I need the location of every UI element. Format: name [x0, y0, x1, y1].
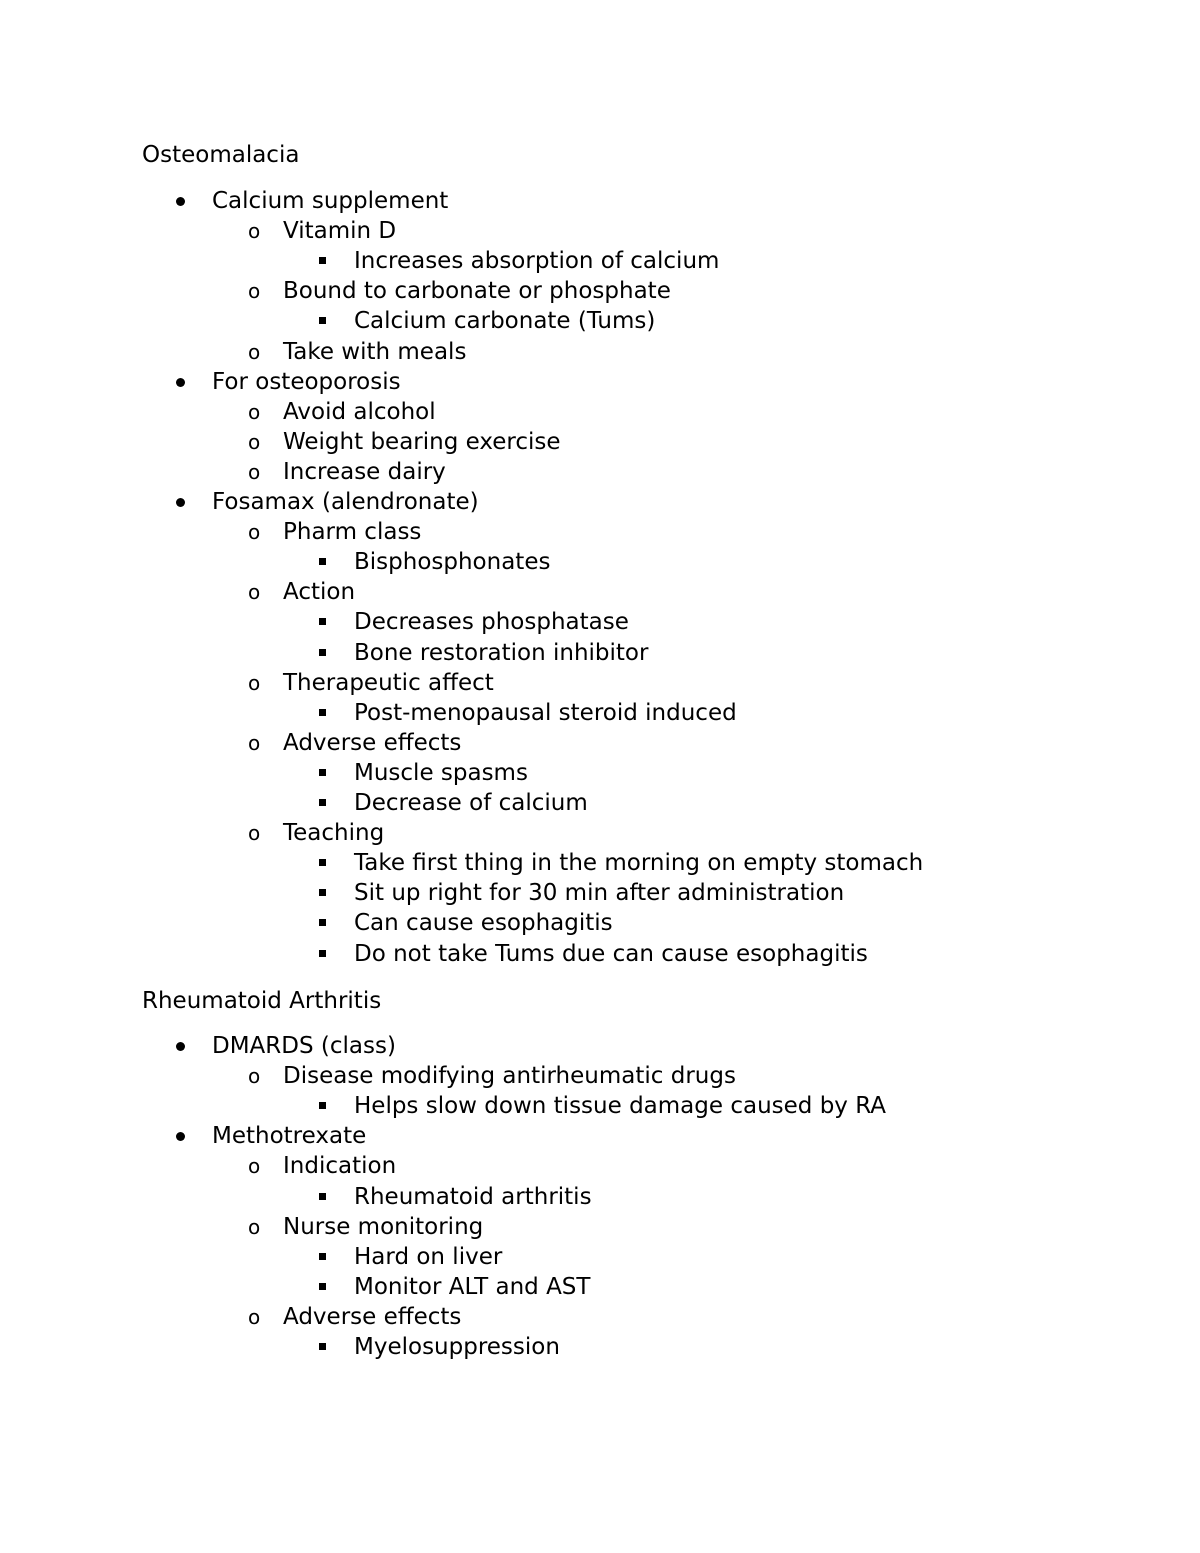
list-item-text: Muscle spasms — [354, 759, 528, 786]
bullet-square-icon — [319, 1283, 326, 1290]
bullet-circle-icon: o — [248, 730, 261, 755]
list-item-level-1 — [0, 488, 1200, 516]
bullet-circle-icon: o — [248, 821, 261, 846]
list-item-text: Nurse monitoring — [283, 1213, 484, 1240]
list-item-text: Action — [283, 579, 356, 606]
bullet-circle-icon: o — [248, 520, 261, 545]
list-item-text: Post-menopausal steroid induced — [354, 699, 737, 726]
list-item-level-3 — [0, 247, 1200, 275]
list-item-text: Monitor ALT and AST — [354, 1273, 591, 1300]
section-heading: Osteomalacia — [142, 142, 300, 168]
list-item-level-3 — [0, 307, 1200, 335]
list-item-text: Helps slow down tissue damage caused by RA — [354, 1093, 886, 1120]
bullet-square-icon — [319, 618, 326, 625]
list-item-level-2 — [0, 729, 1200, 757]
bullet-square-icon — [319, 257, 326, 264]
list-item-level-1 — [0, 1032, 1200, 1060]
list-item-text: Teaching — [283, 820, 385, 847]
section-heading: Rheumatoid Arthritis — [142, 988, 382, 1014]
bullet-disc-icon — [176, 1132, 185, 1141]
bullet-circle-icon: o — [248, 1214, 261, 1239]
list-item-text: Calcium carbonate (Tums) — [354, 308, 656, 335]
bullet-square-icon — [319, 1193, 326, 1200]
list-item-level-2 — [0, 1303, 1200, 1331]
list-item-text: For osteoporosis — [212, 368, 401, 395]
list-item-level-3 — [0, 639, 1200, 667]
bullet-square-icon — [319, 950, 326, 957]
list-item-level-3 — [0, 608, 1200, 636]
bullet-square-icon — [319, 859, 326, 866]
bullet-circle-icon: o — [248, 670, 261, 695]
list-item-text: Bisphosphonates — [354, 549, 551, 576]
bullet-square-icon — [319, 317, 326, 324]
list-item-text: Adverse effects — [283, 729, 462, 756]
bullet-square-icon — [319, 1343, 326, 1350]
list-item-level-2 — [0, 1152, 1200, 1180]
list-item-text: Fosamax (alendronate) — [212, 489, 479, 515]
list-item-level-2 — [0, 518, 1200, 546]
bullet-circle-icon: o — [248, 1304, 261, 1329]
list-item-level-3 — [0, 849, 1200, 877]
list-item-level-2 — [0, 819, 1200, 847]
bullet-square-icon — [319, 919, 326, 926]
bullet-circle-icon: o — [248, 580, 261, 605]
list-item-text: Vitamin D — [283, 218, 397, 245]
list-item-text: Myelosuppression — [354, 1334, 560, 1360]
bullet-disc-icon — [176, 498, 185, 507]
list-item-text: Increases absorption of calcium — [354, 248, 720, 275]
list-item-level-3 — [0, 1092, 1200, 1120]
list-item-level-2 — [0, 458, 1200, 486]
bullet-disc-icon — [176, 197, 185, 206]
list-item-level-3 — [0, 759, 1200, 787]
list-item-text: Avoid alcohol — [283, 398, 436, 425]
list-item-text: Indication — [283, 1153, 397, 1180]
bullet-disc-icon — [176, 1042, 185, 1051]
list-item-text: Take with meals — [283, 338, 467, 365]
list-item-text: Therapeutic affect — [283, 669, 494, 696]
bullet-disc-icon — [176, 378, 185, 387]
list-item-text: Bone restoration inhibitor — [354, 639, 649, 666]
list-item-level-2 — [0, 669, 1200, 697]
list-item-text: Decreases phosphatase — [354, 609, 629, 636]
list-item-level-2 — [0, 428, 1200, 456]
list-item-level-2 — [0, 338, 1200, 366]
list-item-level-3 — [0, 879, 1200, 907]
list-item-level-2 — [0, 1213, 1200, 1241]
list-item-level-2 — [0, 277, 1200, 305]
list-item-text: Hard on liver — [354, 1243, 503, 1270]
list-item-text: Increase dairy — [283, 458, 446, 485]
list-item-text: Pharm class — [283, 519, 422, 546]
bullet-square-icon — [319, 1102, 326, 1109]
bullet-circle-icon: o — [248, 1064, 261, 1089]
bullet-square-icon — [319, 889, 326, 896]
bullet-square-icon — [319, 558, 326, 565]
list-item-text: Can cause esophagitis — [354, 910, 613, 937]
bullet-circle-icon: o — [248, 339, 261, 364]
bullet-square-icon — [319, 769, 326, 776]
list-item-level-2 — [0, 578, 1200, 606]
list-item-text: Disease modifying antirheumatic drugs — [283, 1063, 736, 1090]
list-item-level-3 — [0, 789, 1200, 817]
list-item-level-3 — [0, 548, 1200, 576]
bullet-circle-icon: o — [248, 399, 261, 424]
bullet-circle-icon: o — [248, 219, 261, 244]
list-item-text: DMARDS (class) — [212, 1033, 396, 1059]
list-item-level-1 — [0, 368, 1200, 396]
list-item-text: Decrease of calcium — [354, 790, 588, 816]
list-item-level-3 — [0, 699, 1200, 727]
list-item-text: Adverse effects — [283, 1303, 462, 1330]
list-item-level-3 — [0, 940, 1200, 968]
list-item-level-2 — [0, 1062, 1200, 1090]
list-item-level-1 — [0, 187, 1200, 215]
list-item-text: Take first thing in the morning on empty stomach — [354, 850, 924, 877]
list-item-text: Calcium supplement — [212, 188, 449, 214]
list-item-level-3 — [0, 909, 1200, 937]
list-item-level-3 — [0, 1333, 1200, 1361]
list-item-text: Sit up right for 30 min after administration — [354, 880, 845, 907]
list-item-level-3 — [0, 1183, 1200, 1211]
list-item-text: Methotrexate — [212, 1123, 367, 1150]
list-item-level-1 — [0, 1122, 1200, 1150]
bullet-circle-icon: o — [248, 279, 261, 304]
bullet-circle-icon: o — [248, 1154, 261, 1179]
list-item-text: Do not take Tums due can cause esophagitis — [354, 940, 868, 967]
bullet-square-icon — [319, 649, 326, 656]
bullet-circle-icon: o — [248, 429, 261, 454]
list-item-level-2 — [0, 398, 1200, 426]
list-item-level-3 — [0, 1273, 1200, 1301]
list-item-level-2 — [0, 217, 1200, 245]
bullet-square-icon — [319, 799, 326, 806]
bullet-square-icon — [319, 1253, 326, 1260]
list-item-text: Bound to carbonate or phosphate — [283, 278, 671, 305]
bullet-square-icon — [319, 709, 326, 716]
bullet-circle-icon: o — [248, 459, 261, 484]
list-item-text: Rheumatoid arthritis — [354, 1183, 592, 1210]
list-item-text: Weight bearing exercise — [283, 428, 561, 455]
list-item-level-3 — [0, 1243, 1200, 1271]
